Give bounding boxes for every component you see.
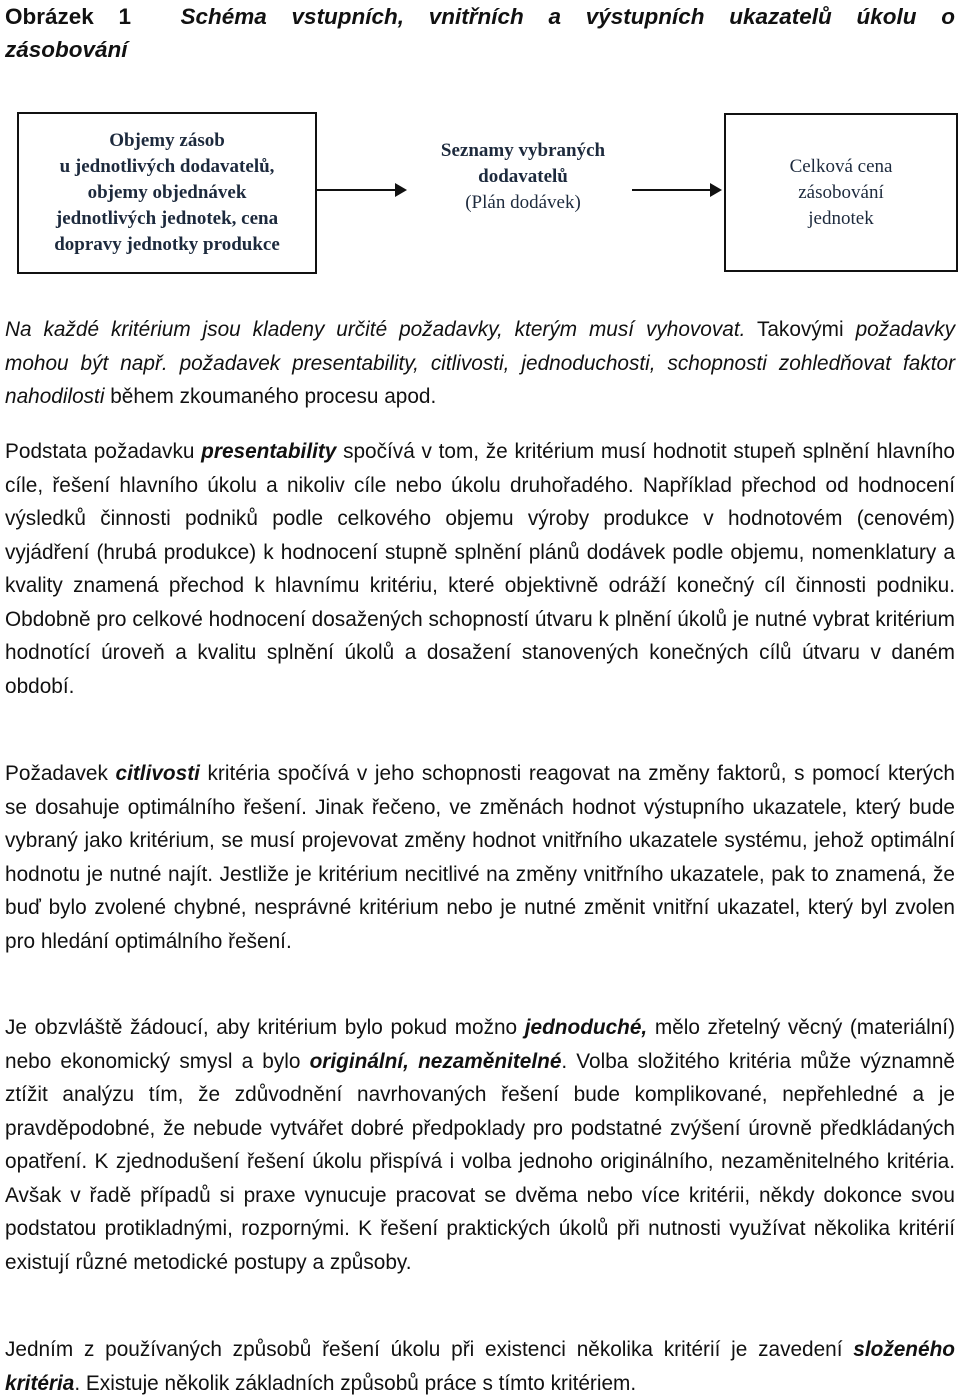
paragraph-requirements: [5, 313, 955, 414]
outputs-box: [724, 113, 958, 272]
p1-text2: během zkoumaného procesu apod.: [104, 385, 437, 408]
p1-italic: Na každé kritérium jsou kladeny určité požadavky, kterým musí vyhovovat.: [5, 318, 746, 341]
outputs-line: zásobování: [798, 181, 884, 203]
caption-prefix: Obrázek 1: [5, 4, 132, 29]
p4-text3: . Volba složitého kritéria může významně ztížit analýzu tím, že zdůvodnění navrhovaných řešení bude komplikované, nepřehledné a je pravděpodobné, že nebude vytvářet dobré předpoklady pro podstatné zvýšení úrovně předkládaných opatření. K zjednodušení řešení úkolu přispívá i volba jednoho originálního, nezaměnitelného kritéria. Avšak v řadě případů si praxe vynucuje pracovat se dvěma nebo více kritérii, někdy dokonce svou podstatou protikladnými, rozpornými. K řešení praktických úkolů při nutnosti využívat několika kritérií existují různé metodické postupy a způsoby.: [5, 1049, 955, 1274]
paragraph-presentability: [5, 435, 955, 703]
paragraph-simplicity: [5, 1011, 955, 1279]
p2-text2: spočívá v tom, že kritérium musí hodnotit stupeň splnění hlavního cíle, řešení hlavního úkolu a nikoliv cíle nebo úkolu druhořadého. Například přechod od hodnocení výsledků činnosti podniků podle celkového objemu výroby produkce v hodnotovém (cenovém) vyjádření (hrubá produkce) k hodnocení stupně splnění plánů dodávek podle objemu, nomenklatury a kvality znamená přechod k hlavnímu kritériu, které objektivně odráží konečný cíl činnosti podniku. Obdobně pro celkové hodnocení dosažených schopností útvaru k plnění úkolů je nutné vybrat kritérium hodnotící úroveň a kvalitu splnění úkolů a dosažení stanovených konečných cílů útvaru v daném období.: [5, 440, 955, 698]
p2-term: presentability: [201, 440, 337, 463]
outputs-line: jednotek: [808, 207, 874, 229]
p4-text: Je obzvláště žádoucí, aby kritérium bylo pokud možno: [5, 1016, 525, 1039]
caption-title-line2: zásobování: [5, 37, 128, 62]
p4-text2: mělo zřetelný věcný (materiální) nebo ekonomický smysl a bylo: [5, 1016, 955, 1073]
outputs-line: Celková cena: [789, 155, 893, 177]
inputs-line: jednotlivých jednotek, cena: [55, 208, 279, 229]
inputs-line: dopravy jednotky produkce: [54, 234, 280, 255]
internal-line: dodavatelů: [478, 166, 568, 187]
inputs-line: Objemy zásob: [109, 130, 225, 151]
p4-term2: originální, nezaměnitelné: [309, 1049, 562, 1073]
internal-box: [410, 120, 636, 234]
p1-italic2: požadavky mohou být např. požadavek presentability, citlivosti, jednoduchosti, schopnosti zohledňovat faktor nahodilosti: [5, 318, 955, 408]
arrow-inputs-to-internal: [315, 189, 405, 191]
figure-caption: [5, 0, 955, 66]
p3-term: citlivosti: [115, 762, 200, 785]
internal-line: (Plán dodávek): [465, 192, 581, 213]
inputs-line: objemy objednávek: [87, 182, 247, 203]
p5-text2: . Existuje několik základních způsobů práce s tímto kritériem.: [74, 1371, 637, 1395]
arrow-internal-to-outputs: [632, 189, 720, 191]
paragraph-sensitivity: [5, 757, 955, 958]
internal-line: Seznamy vybraných: [440, 140, 606, 161]
p5-term: složeného kritéria: [5, 1338, 955, 1395]
p4-term: jednoduché,: [524, 1016, 648, 1039]
p3-text: Požadavek: [5, 762, 116, 785]
caption-title-line1: Schéma vstupních, vnitřních a výstupních ukazatelů úkolu o: [180, 4, 956, 29]
paragraph-composite: [5, 1333, 955, 1400]
p3-text2: kritéria spočívá v jeho schopnosti reagovat na změny faktorů, s pomocí kterých se dosahuje optimálního řešení. Jinak řečeno, ve změnách hodnot výstupního ukazatele, který bude vybraný jako kritérium, se musí projevovat změny hodnot vnitřního ukazatele systému, jehož optimální hodnotu je nutné najít. Jestliže je kritérium necitlivé na změny vnitřního ukazatele, pak to znamená, že buď bylo zvolené chybné, nesprávné kritérium nebo je nutné změnit vnitřní ukazatel, který byl zvolen pro hledání optimálního řešení.: [5, 762, 955, 953]
p2-text: Podstata požadavku: [5, 440, 202, 463]
p5-text: Jedním z používaných způsobů řešení úkolu při existenci několika kritérií je zavedení: [5, 1338, 854, 1361]
inputs-line: u jednotlivých dodavatelů,: [59, 156, 275, 177]
inputs-box: [17, 112, 317, 274]
p1-text: Takovými: [745, 318, 856, 341]
